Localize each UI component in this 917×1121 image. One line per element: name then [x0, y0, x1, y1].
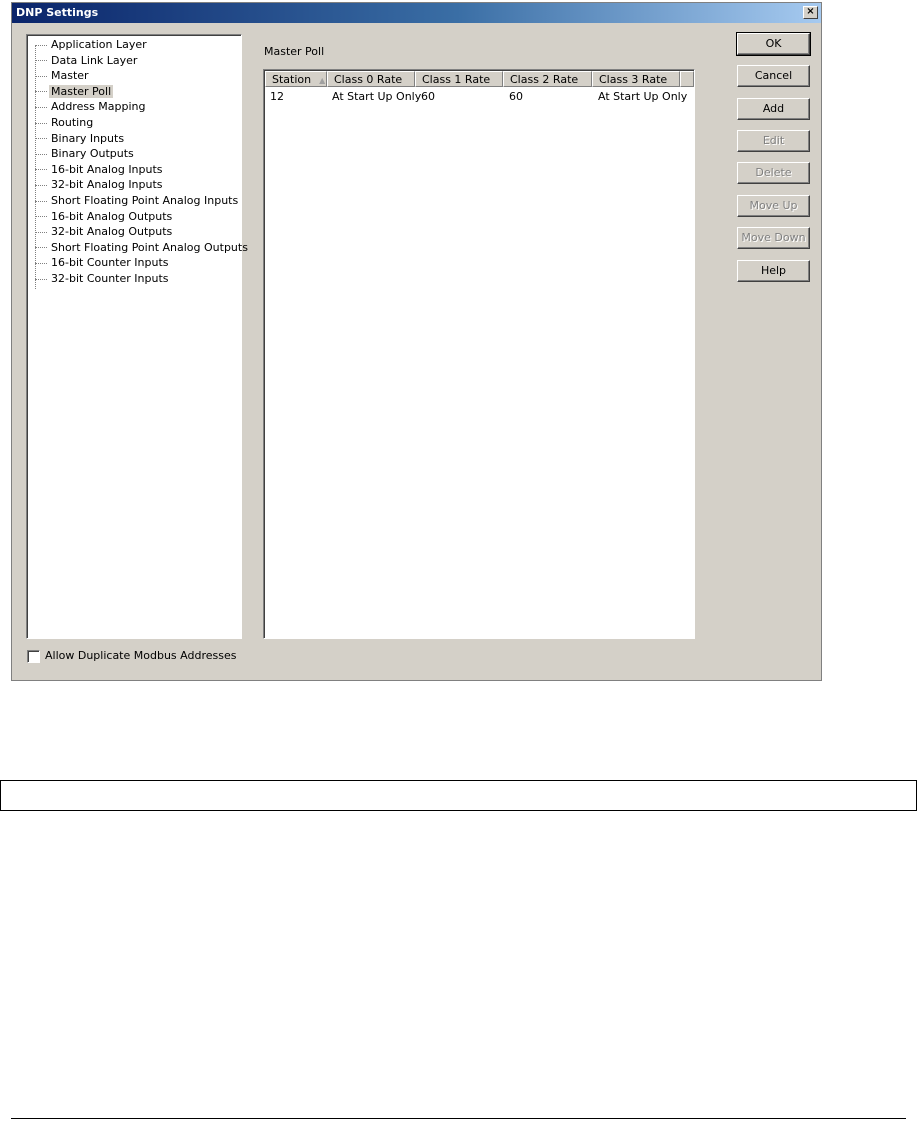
column-header-class1[interactable]: Class 1 Rate: [415, 71, 503, 87]
help-button[interactable]: Help: [737, 260, 810, 282]
cancel-button[interactable]: Cancel: [737, 65, 810, 87]
column-header-class0[interactable]: Class 0 Rate: [327, 71, 415, 87]
column-header-class3[interactable]: Class 3 Rate: [592, 71, 680, 87]
edit-button[interactable]: Edit: [737, 130, 810, 152]
ok-button[interactable]: OK: [737, 33, 810, 55]
cell-class0: At Start Up Only: [332, 90, 422, 103]
cell-class2: 60: [509, 90, 523, 103]
window-title: DNP Settings: [16, 6, 99, 19]
tree-item-16bit-analog-inputs[interactable]: 16-bit Analog Inputs: [35, 162, 165, 177]
tree-item-data-link-layer[interactable]: Data Link Layer: [35, 53, 139, 68]
master-poll-list[interactable]: [263, 69, 695, 639]
dnp-settings-dialog: [11, 2, 822, 681]
tree-item-master-poll[interactable]: Master Poll: [35, 84, 113, 99]
move-down-button[interactable]: Move Down: [737, 227, 810, 249]
tree-item-16bit-analog-outputs[interactable]: 16-bit Analog Outputs: [35, 209, 174, 224]
tree-item-master[interactable]: Master: [35, 68, 91, 83]
tree-item-application-layer[interactable]: Application Layer: [35, 37, 149, 52]
allow-duplicate-checkbox[interactable]: [27, 650, 40, 663]
tree-item-sfp-analog-outputs[interactable]: Short Floating Point Analog Outputs: [35, 240, 250, 255]
tree-item-32bit-analog-outputs[interactable]: 32-bit Analog Outputs: [35, 224, 174, 239]
tree-item-sfp-analog-inputs[interactable]: Short Floating Point Analog Inputs: [35, 193, 240, 208]
tree-item-address-mapping[interactable]: Address Mapping: [35, 99, 148, 114]
section-title: Master Poll: [264, 45, 325, 58]
move-up-button[interactable]: Move Up: [737, 195, 810, 217]
close-button[interactable]: [803, 6, 818, 19]
cell-station: 12: [270, 90, 284, 103]
allow-duplicate-option[interactable]: [27, 649, 236, 663]
cell-class1: 60: [421, 90, 435, 103]
delete-button[interactable]: Delete: [737, 162, 810, 184]
close-icon: ×: [806, 6, 815, 17]
settings-tree[interactable]: [26, 34, 248, 639]
column-header-station[interactable]: Station ▲: [265, 71, 327, 87]
footer-rule: [11, 1118, 906, 1119]
add-button[interactable]: Add: [737, 98, 810, 120]
allow-duplicate-label: Allow Duplicate Modbus Addresses: [45, 649, 237, 662]
cell-class3: At Start Up Only: [598, 90, 688, 103]
column-header-filler: [680, 71, 694, 87]
tree-item-binary-inputs[interactable]: Binary Inputs: [35, 131, 126, 146]
sort-ascending-icon: ▲: [319, 76, 326, 85]
column-header-class2[interactable]: Class 2 Rate: [503, 71, 592, 87]
tree-item-32bit-counter-inputs[interactable]: 32-bit Counter Inputs: [35, 271, 170, 286]
tree-item-routing[interactable]: Routing: [35, 115, 95, 130]
tree-item-32bit-analog-inputs[interactable]: 32-bit Analog Inputs: [35, 177, 165, 192]
title-bar[interactable]: [12, 3, 821, 23]
tree-item-16bit-counter-inputs[interactable]: 16-bit Counter Inputs: [35, 255, 170, 270]
tree-item-binary-outputs[interactable]: Binary Outputs: [35, 146, 136, 161]
caption-box: [0, 780, 917, 811]
